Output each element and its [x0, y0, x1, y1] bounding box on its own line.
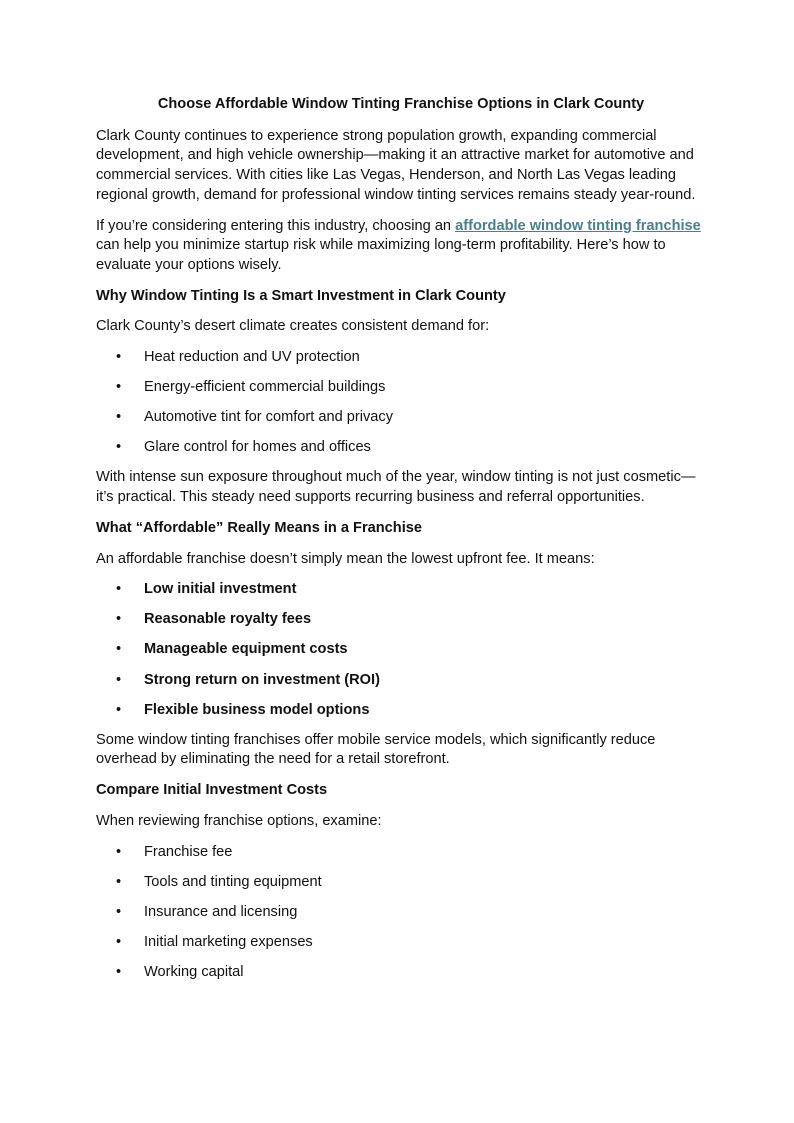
intro-paragraph: Clark County continues to experience strong population growth, expanding commercial development, and high vehicle ownership—making it an attractive market for automotive and commercial services. With cities like Las Vegas, Henderson, and North Las Vegas leading regional growth, demand for professional window tinting services remains steady year-round. [96, 127, 696, 203]
bullet-icon: • [116, 903, 122, 920]
document-page [96, 95, 706, 993]
list-item-text: Reasonable royalty fees [144, 611, 312, 628]
section-closing-why: With intense sun exposure throughout much of the year, window tinting is not just cosmetic—it’s practical. This steady need supports recurring business and referral opportunities. [96, 469, 696, 506]
page-title: Choose Affordable Window Tinting Franchise Options in Clark County [157, 96, 645, 112]
list-item-text: Glare control for homes and offices [144, 439, 371, 456]
list-item-text: Insurance and licensing [144, 903, 298, 920]
list-compare [96, 843, 706, 983]
bullet-icon: • [116, 843, 122, 860]
list-item [96, 701, 706, 721]
list-item [96, 408, 706, 428]
list-item-text: Initial marketing expenses [144, 933, 313, 950]
bullet-icon: • [116, 611, 122, 628]
bullet-icon: • [116, 671, 122, 688]
list-item [96, 610, 706, 630]
list-item-text: Franchise fee [144, 843, 233, 860]
list-item [96, 438, 706, 458]
list-item [96, 348, 706, 368]
list-item [96, 640, 706, 660]
bullet-icon: • [116, 963, 122, 980]
list-item [96, 580, 706, 600]
bullet-icon: • [116, 379, 122, 396]
list-item [96, 963, 706, 983]
list-item-text: Flexible business model options [144, 701, 370, 718]
intro-paragraph-link [96, 217, 706, 276]
bullet-icon: • [116, 409, 122, 426]
bullet-icon: • [116, 933, 122, 950]
list-item-text: Tools and tinting equipment [144, 873, 322, 890]
list-item [96, 378, 706, 398]
list-item [96, 933, 706, 953]
list-item-text: Low initial investment [144, 581, 297, 598]
list-item-text: Manageable equipment costs [144, 641, 348, 658]
intro-text-after: can help you minimize startup risk while maximizing long-term profitability. Here’s how to evaluate your options wisely. [96, 237, 666, 273]
section-lead-why: Clark County’s desert climate creates consistent demand for: [96, 318, 490, 335]
list-item-text: Strong return on investment (ROI) [144, 671, 380, 688]
list-item-text: Heat reduction and UV protection [144, 349, 360, 366]
list-item [96, 671, 706, 691]
list-item-text: Working capital [144, 963, 244, 980]
section-heading-why: Why Window Tinting Is a Smart Investment in Clark County [96, 287, 506, 304]
list-affordable [96, 580, 706, 720]
section-heading-compare: Compare Initial Investment Costs [96, 782, 328, 799]
bullet-icon: • [116, 439, 122, 456]
bullet-icon: • [116, 873, 122, 890]
list-item-text: Energy-efficient commercial buildings [144, 379, 386, 396]
list-item [96, 903, 706, 923]
section-closing-affordable: Some window tinting franchises offer mobile service models, which significantly reduce overhead by eliminating the need for a retail storefront. [96, 731, 656, 768]
list-why [96, 348, 706, 458]
bullet-icon: • [116, 349, 122, 366]
bullet-icon: • [116, 641, 122, 658]
list-item [96, 873, 706, 893]
section-lead-compare: When reviewing franchise options, examine: [96, 812, 382, 829]
list-item [96, 843, 706, 863]
intro-text-before: If you’re considering entering this industry, choosing an [96, 217, 456, 234]
list-item-text: Automotive tint for comfort and privacy [144, 409, 394, 426]
affordable-franchise-link[interactable]: affordable window tinting franchise [455, 217, 701, 234]
bullet-icon: • [116, 581, 122, 598]
section-heading-affordable: What “Affordable” Really Means in a Franchise [96, 519, 423, 536]
bullet-icon: • [116, 701, 122, 718]
section-lead-affordable: An affordable franchise doesn’t simply mean the lowest upfront fee. It means: [96, 550, 595, 567]
